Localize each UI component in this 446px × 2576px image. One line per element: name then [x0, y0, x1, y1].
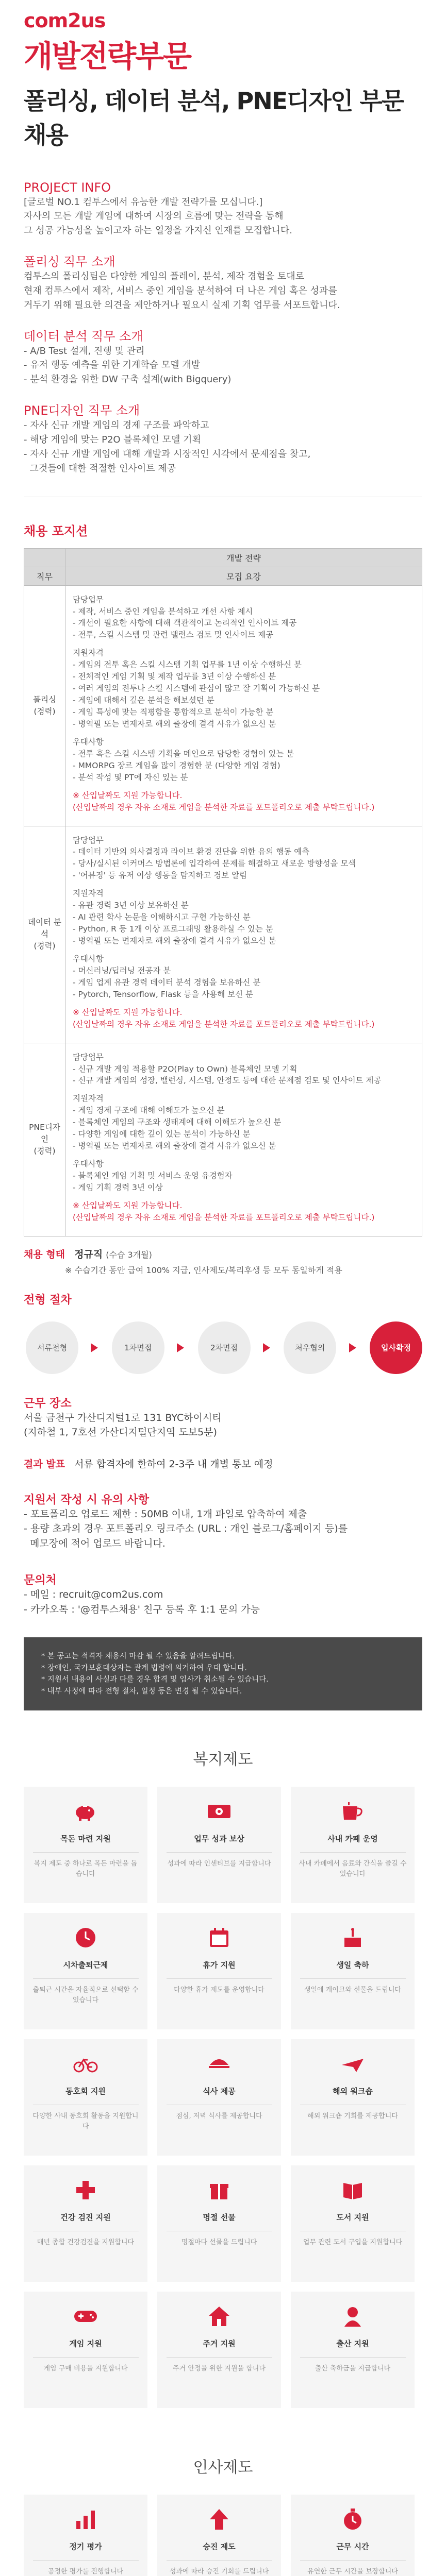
welfare-card — [24, 1913, 147, 2029]
cell-line: - 게임 경제 구조에 대해 이해도가 높으신 분 — [73, 1106, 225, 1115]
arrow-icon — [88, 1340, 102, 1355]
welfare-card-desc: 다양한 사내 동호회 활동을 지원합니다 — [32, 2112, 139, 2131]
employment-value: 정규직 — [74, 1248, 103, 1260]
promotion-icon — [205, 2505, 234, 2534]
table-header-role: 직무 — [24, 567, 65, 585]
hr-card-desc: 유연한 근무 시간을 보장합니다 — [307, 2568, 398, 2576]
calendar-icon — [205, 1923, 234, 1952]
welfare-card — [291, 2292, 415, 2408]
card-divider — [300, 2560, 406, 2561]
cell-line: - MMORPG 장르 게임을 많이 경험한 분 (다양한 게임 경험) — [73, 760, 280, 770]
money-icon — [205, 1797, 234, 1826]
card-divider — [167, 2357, 272, 2358]
cell-line: - 게임 기획 경력 3년 이상 — [73, 1182, 163, 1192]
positions-label: 채용 포지션 — [24, 523, 88, 538]
cell-line: - 당사/실시된 이커머스 방법론에 입각하여 문제를 해결하고 새로운 방향성을 모색 — [73, 859, 356, 869]
stopwatch-icon — [338, 2505, 367, 2534]
role-cell: PNE디자인 (경력) — [24, 1043, 65, 1236]
food-icon — [205, 2049, 234, 2078]
health-icon — [71, 2176, 100, 2205]
cell-gap — [73, 1001, 415, 1007]
cell-heading: 지원자격 — [73, 648, 104, 658]
hr-card-desc: 성과에 따라 승진 기회를 드립니다 — [169, 2568, 269, 2576]
location-line: (지하철 1, 7호선 가산디지털단지역 도보5분) — [24, 1427, 217, 1438]
cell-heading: 우대사항 — [73, 737, 104, 747]
gift-icon — [205, 2176, 234, 2205]
text-line: - A/B Test 설계, 진행 및 관리 — [24, 345, 145, 357]
welfare-card-title: 출산 지원 — [336, 2339, 369, 2349]
cell-line: - 제작, 서비스 중인 게임을 분석하고 개선 사항 제시 — [73, 606, 253, 616]
notice-box — [24, 1637, 422, 1710]
cell-line: - 데이터 기반의 의사결정과 라이브 환경 진단을 위한 유의 행동 예측 — [73, 847, 310, 857]
cell-line: - 개선이 필요한 사항에 대해 객관적이고 논리적인 인사이트 제공 — [73, 618, 297, 628]
piggy-bank-icon — [71, 1797, 100, 1826]
step-confirmed: 입사확정 — [370, 1321, 422, 1374]
welfare-card-title: 해외 워크숍 — [333, 2087, 373, 2096]
role-cell: 데이터 분석 (경력) — [24, 826, 65, 1043]
brand-header — [24, 0, 422, 36]
cell-heading: 지원자격 — [73, 889, 104, 899]
cell-gap — [73, 784, 415, 790]
card-divider — [300, 1852, 406, 1853]
cell-line: - 머신러닝/딥러닝 전공자 분 — [73, 965, 171, 975]
cell-line: - 여러 게임의 전투나 스킬 시스템에 관심이 많고 잘 기획이 가능하신 분 — [73, 684, 320, 693]
cell-gap — [73, 882, 415, 888]
welfare-card-desc: 출퇴근 시간을 자율적으로 선택할 수 있습니다 — [32, 1986, 139, 2005]
bicycle-icon — [71, 2049, 100, 2078]
text-line: 컴투스의 폴리싱팀은 다양한 게임의 플레이, 분석, 제작 경험을 토대로 — [24, 271, 305, 282]
result-announcement — [24, 1456, 422, 1470]
welfare-card — [24, 1787, 147, 1903]
pne-label: PNE디자인 직무 소개 — [24, 403, 140, 418]
arrow-icon — [174, 1340, 188, 1355]
step-negotiation: 처우협의 — [284, 1321, 336, 1374]
welfare-card — [157, 1913, 281, 2029]
welfare-card-title: 생일 축하 — [336, 1960, 369, 1970]
cell-line: - 병역필 또는 면제자로 해외 출장에 결격 사유가 없으신 분 — [73, 936, 276, 945]
step-interview-2: 2차면접 — [198, 1321, 251, 1374]
cell-line: - 블록체인 게임 기획 및 서비스 운영 유경험자 — [73, 1171, 233, 1180]
hr-card-title: 승진 제도 — [203, 2542, 236, 2552]
text-line: - 해당 게임에 맞는 P2O 블록체인 모델 기획 — [24, 434, 201, 445]
cell-line: - 전투, 스킬 시스템 및 관련 밸런스 검토 및 인사이트 제공 — [73, 630, 274, 640]
card-divider — [300, 2357, 406, 2358]
result-value: 서류 합격자에 한하여 2-3주 내 개별 통보 예정 — [74, 1458, 273, 1470]
welfare-card-title: 건강 검진 지원 — [60, 2213, 111, 2223]
process-steps — [24, 1321, 422, 1374]
cell-line: ※ 산입날짜도 지원 가능합니다. — [73, 1200, 183, 1210]
welfare-card-title: 사내 카페 운영 — [327, 1834, 378, 1844]
welfare-card-desc: 사내 카페에서 음료와 간식을 즐길 수 있습니다 — [299, 1860, 407, 1878]
baby-icon — [338, 2302, 367, 2331]
application-caution — [24, 1491, 422, 1551]
card-divider — [33, 1852, 139, 1853]
location-label: 근무 장소 — [24, 1397, 72, 1410]
cell-line: - 게임 특성에 맞는 직평함을 통합적으로 분석이 가능한 분 — [73, 707, 274, 717]
cell-heading: 담당업무 — [73, 835, 104, 845]
cell-line: - 유관 경력 3년 이상 보유하신 분 — [73, 901, 189, 910]
card-divider — [167, 2560, 272, 2561]
cell-line: - 전투 혹은 스킬 시스템 기획을 메인으로 담당한 경험이 있는 분 — [73, 749, 294, 758]
title-area — [24, 40, 422, 150]
hr-card-desc: 공정한 평가를 진행합니다 — [47, 2568, 124, 2576]
hr-card-title: 정기 평가 — [69, 2542, 102, 2552]
arrow-icon — [346, 1340, 360, 1355]
chart-icon — [71, 2505, 100, 2534]
welfare-card-title: 명절 선물 — [203, 2213, 236, 2223]
cell-line: (산입날짜의 경우 자유 소재로 게임을 분석한 자료를 포트폴리오로 제출 부탁드립니다.) — [73, 802, 375, 812]
text-line: 자사의 모든 개발 게임에 대하여 시장의 흐름에 맞는 전략을 통해 — [24, 211, 284, 222]
contact-kakao: - 카카오톡 : '@컴투스채용' 친구 등록 후 1:1 문의 가능 — [24, 1603, 260, 1615]
work-location — [24, 1395, 422, 1440]
welfare-card-desc: 해외 워크숍 기회를 제공합니다 — [307, 2112, 398, 2121]
table-header-task: 모집 요강 — [65, 567, 422, 585]
text-line: - 자사 신규 개발 게임에 대해 개발과 시장적인 시각에서 문제점을 찾고, — [24, 448, 311, 460]
cell-line: - 신규 개발 게임 적용할 P2O(Play to Own) 블록체인 모델 기획 — [73, 1064, 298, 1074]
table-row — [24, 1043, 422, 1236]
cell-line: - 다양한 게임에 대한 깊이 있는 분석이 가능하신 분 — [73, 1129, 251, 1139]
welfare-card-title: 목돈 마련 지원 — [60, 1834, 111, 1844]
cell-gap — [73, 1194, 415, 1200]
welfare-card — [291, 1913, 415, 2029]
cake-icon — [338, 1923, 367, 1952]
contact-email[interactable]: - 메일 : recruit@com2us.com — [24, 1589, 163, 1601]
welfare-card-title: 주거 지원 — [203, 2339, 236, 2349]
page-title: 개발전략부문 — [24, 39, 191, 74]
process-label: 전형 절차 — [24, 1293, 72, 1307]
welfare-card — [291, 2165, 415, 2282]
hr-card — [291, 2495, 415, 2576]
requirements-cell — [65, 585, 422, 826]
polishing-intro — [24, 255, 422, 312]
cell-line: - 게임의 전투 혹은 스킬 시스템 기획 업무를 1년 이상 수행하신 분 — [73, 660, 302, 670]
clock-icon — [71, 1923, 100, 1952]
cell-gap — [73, 641, 415, 647]
cell-line: - AI 관련 학사 논문을 이해하시고 구현 가능하신 분 — [73, 912, 251, 922]
table-row — [24, 826, 422, 1043]
table-header-main: 개발 전략 — [65, 548, 422, 567]
arrow-icon — [260, 1340, 274, 1355]
game-icon — [71, 2302, 100, 2331]
card-divider — [33, 1978, 139, 1979]
welfare-card-title: 도서 지원 — [336, 2213, 369, 2223]
cell-heading: 담당업무 — [73, 1052, 104, 1062]
welfare-card — [24, 2165, 147, 2282]
welfare-title: 복지제도 — [193, 1751, 253, 1769]
cell-line: - 신규 개발 게임의 성장, 밸런싱, 시스템, 안정도 등에 대한 문제점 검토 및 인사이트 제공 — [73, 1076, 382, 1086]
page-subtitle: 폴리싱, 데이터 분석, PNE디자인 부문 채용 — [24, 87, 404, 149]
welfare-card — [157, 2165, 281, 2282]
hr-grid — [24, 2495, 422, 2576]
welfare-grid — [24, 1787, 422, 2408]
step-interview-1: 1차면접 — [112, 1321, 164, 1374]
card-divider — [33, 2357, 139, 2358]
pne-intro — [24, 403, 422, 476]
cell-gap — [73, 1152, 415, 1158]
text-line: - 유저 행동 예측을 위한 기계학습 모델 개발 — [24, 360, 201, 371]
text-line: 거두기 위해 필요한 의견을 제안하거나 필요시 실제 기획 업무를 서포트합니다. — [24, 299, 340, 311]
employment-label: 채용 형태 — [24, 1248, 65, 1260]
cell-line: - 병역필 또는 면제자로 해외 출장에 결격 사유가 없으신 분 — [73, 719, 276, 728]
notice-line: * 본 공고는 적격자 채용시 마감 될 수 있음을 알려드립니다. — [41, 1652, 235, 1661]
welfare-card-desc: 출산 축하금을 지급합니다 — [315, 2365, 391, 2373]
cell-gap — [73, 947, 415, 953]
role-cell: 폴리싱 (경력) — [24, 585, 65, 826]
text-line: 그것들에 대한 적절한 인사이트 제공 — [24, 463, 176, 474]
requirements-cell — [65, 1043, 422, 1236]
card-divider — [33, 2560, 139, 2561]
cell-heading: 우대사항 — [73, 1159, 104, 1169]
cell-line: - Python, R 등 1개 이상 프로그래밍 활용하실 수 있는 분 — [73, 924, 273, 934]
polishing-label: 폴리싱 직무 소개 — [24, 255, 115, 269]
table-row — [24, 585, 422, 826]
hr-card — [24, 2495, 147, 2576]
employment-value-sub: (수습 3개월) — [106, 1249, 152, 1260]
text-line: 그 성공 가능성을 높이고자 하는 열정을 가지신 인재를 모집합니다. — [24, 225, 292, 236]
text-line: - 자사 신규 개발 게임의 경제 구조를 파악하고 — [24, 420, 209, 431]
data-intro — [24, 329, 422, 387]
welfare-card-desc: 주거 안정을 위한 지원을 합니다 — [173, 2365, 266, 2373]
cell-heading: 담당업무 — [73, 595, 104, 604]
cell-line: (산입날짜의 경우 자유 소재로 게임을 분석한 자료를 포트폴리오로 제출 부탁드립니다.) — [73, 1019, 375, 1029]
employment-note: ※ 수습기간 동안 급여 100% 지급, 인사제도/복리후생 등 모두 동일하게 적용 — [65, 1265, 342, 1275]
company-logo: com2us — [24, 9, 106, 32]
welfare-card-desc: 성과에 따라 인센티브를 지급합니다 — [167, 1860, 271, 1868]
welfare-card-desc: 점심, 저녁 식사를 제공합니다 — [176, 2112, 262, 2121]
welfare-card-desc: 업무 관련 도서 구입을 지원합니다 — [303, 2239, 403, 2247]
cell-heading: 우대사항 — [73, 954, 104, 963]
plane-icon — [338, 2049, 367, 2078]
contact-label: 문의처 — [24, 1574, 57, 1587]
hr-card — [157, 2495, 281, 2576]
caution-line: - 용량 초과의 경우 포트폴리오 링크주소 (URL : 개인 블로그/홈페이지 등)를 — [24, 1523, 348, 1535]
employment-type — [24, 1247, 422, 1276]
welfare-card — [24, 2039, 147, 2156]
cell-line: ※ 산입날짜도 지원 가능합니다. — [73, 790, 183, 800]
contact-info — [24, 1571, 422, 1617]
welfare-card-desc: 생일에 케이크와 선물을 드립니다 — [304, 1986, 402, 1994]
notice-line: * 장애인, 국가보훈대상자는 관계 법령에 의거하여 우대 합니다. — [41, 1664, 247, 1672]
project-info-label: PROJECT INFO — [24, 180, 111, 195]
welfare-card — [157, 2292, 281, 2408]
cell-line: - 게임에 대해서 깊은 분석을 해보셨던 분 — [73, 696, 214, 705]
location-line: 서울 금천구 가산디지털1로 131 BYC하이시티 — [24, 1412, 222, 1423]
cell-line: - 전체적인 게임 기획 및 제작 업무를 3년 이상 수행하신 분 — [73, 672, 276, 682]
cell-line: - '어뷰징' 등 유저 이상 행동을 탐지하고 경보 알림 — [73, 871, 247, 880]
welfare-card-title: 시차출퇴근제 — [63, 1960, 108, 1970]
welfare-card-desc: 다양한 휴가 제도를 운영합니다 — [174, 1986, 265, 1994]
step-document: 서류전형 — [26, 1321, 78, 1374]
project-info — [24, 180, 422, 238]
welfare-card-title: 게임 지원 — [69, 2339, 102, 2349]
welfare-card-title: 식사 제공 — [203, 2087, 236, 2096]
card-divider — [167, 1978, 272, 1979]
requirements-cell — [65, 826, 422, 1043]
welfare-card-desc: 매년 종합 건강검진을 지원합니다 — [37, 2239, 135, 2247]
caution-line: 메모장에 적어 업로드 바랍니다. — [24, 1537, 166, 1549]
cell-gap — [73, 730, 415, 736]
book-icon — [338, 2176, 367, 2205]
welfare-card-title: 휴가 지원 — [203, 1960, 236, 1970]
data-label: 데이터 분석 직무 소개 — [24, 329, 143, 344]
welfare-card — [291, 2039, 415, 2156]
notice-line: * 지원서 내용이 사실과 다를 경우 합격 및 입사가 취소될 수 있습니다. — [41, 1675, 269, 1684]
text-line: - 분석 환경을 위한 DW 구축 설계(with Bigquery) — [24, 374, 232, 385]
cell-line: (산입날짜의 경우 자유 소재로 게임을 분석한 자료를 포트폴리오로 제출 부탁드립니다.) — [73, 1212, 375, 1222]
hr-title: 인사제도 — [193, 2459, 253, 2477]
welfare-card-desc: 게임 구매 비용을 지원합니다 — [43, 2365, 128, 2373]
house-icon — [205, 2302, 234, 2331]
caution-label: 지원서 작성 시 유의 사항 — [24, 1493, 150, 1506]
welfare-card — [24, 2292, 147, 2408]
cell-heading: 지원자격 — [73, 1094, 104, 1104]
text-line: [글로벌 NO.1 컴투스에서 유능한 개발 전략가를 모십니다.] — [24, 196, 263, 208]
welfare-card-desc: 명절마다 선물을 드립니다 — [181, 2239, 257, 2247]
welfare-card — [157, 2039, 281, 2156]
card-divider — [300, 1978, 406, 1979]
welfare-card — [291, 1787, 415, 1903]
caution-line: - 포트폴리오 업로드 제한 : 50MB 이내, 1개 파일로 압축하여 제출 — [24, 1508, 307, 1520]
cell-line: - 분석 작성 및 PT에 자신 있는 분 — [73, 772, 188, 782]
cell-line: - 블록체인 게임의 구조와 생태계에 대해 이해도가 높으신 분 — [73, 1117, 282, 1127]
result-label: 결과 발표 — [24, 1458, 65, 1470]
notice-line: * 내부 사정에 따라 전형 절차, 일정 등은 변경 될 수 있습니다. — [41, 1687, 242, 1696]
cell-line: - 병역필 또는 면제자로 해외 출장에 결격 사유가 없으신 분 — [73, 1141, 276, 1151]
cafe-icon — [338, 1797, 367, 1826]
hr-card-title: 근무 시간 — [336, 2542, 369, 2552]
positions-table — [24, 548, 422, 1236]
welfare-card-desc: 복지 제도 중 하나로 목돈 마련을 돕습니다 — [34, 1860, 138, 1878]
cell-gap — [73, 1087, 415, 1093]
card-divider — [167, 1852, 272, 1853]
project-info-text — [24, 195, 422, 239]
welfare-card-title: 동호회 지원 — [65, 2087, 106, 2096]
cell-line: - Pytorch, Tensorflow, Flask 등을 사용해 보신 분 — [73, 989, 253, 999]
cell-line: ※ 산입날짜도 지원 가능합니다. — [73, 1007, 183, 1017]
welfare-card-title: 업무 성과 보상 — [194, 1834, 244, 1844]
welfare-card — [157, 1787, 281, 1903]
text-line: 현재 컴투스에서 제작, 서비스 중인 게임을 분석하여 더 나은 게임 혹은 성과를 — [24, 285, 337, 296]
table-header-blank — [24, 548, 65, 567]
cell-line: - 게임 업계 유관 경력 데이터 분석 경험을 보유하신 분 — [73, 977, 261, 987]
